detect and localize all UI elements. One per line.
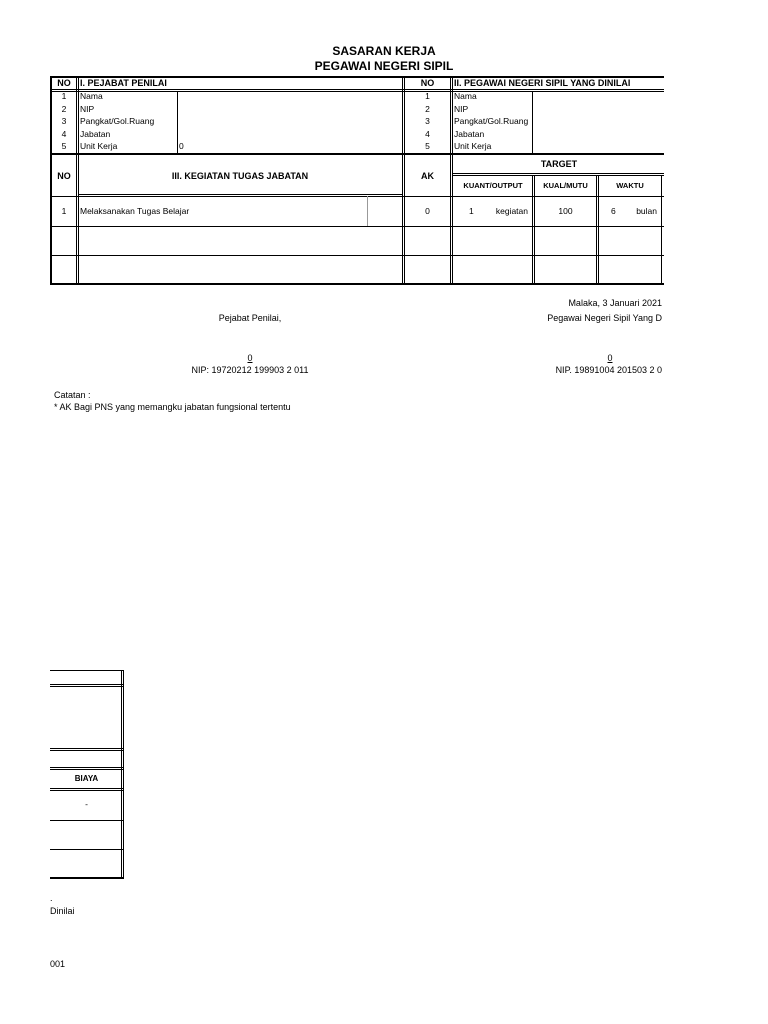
section1-header: I. PEJABAT PENILAI: [80, 78, 167, 88]
activity-row1-kual: 100: [558, 206, 573, 216]
left-signer-title: Pejabat Penilai,: [218, 313, 282, 323]
kuant-header: KUANT/OUTPUT: [463, 181, 523, 190]
activities-header: III. KEGIATAN TUGAS JABATAN: [171, 171, 309, 181]
biaya-value: -: [85, 799, 88, 809]
s1-row1-label: Nama: [80, 91, 103, 101]
section2-header: II. PEGAWAI NEGERI SIPIL YANG DINILAI: [454, 78, 631, 88]
place-date: Malaka, 3 Januari 2021: [568, 298, 662, 308]
section1-no-header: NO: [57, 78, 71, 88]
doc-subtitle: PEGAWAI NEGERI SIPIL: [314, 59, 454, 73]
biaya-header: BIAYA: [74, 774, 99, 783]
notes-heading: Catatan :: [54, 390, 91, 400]
s1-row5-value: 0: [179, 141, 184, 151]
activity-row1-waktu-unit: bulan: [636, 206, 657, 216]
s2-row3-label: Pangkat/Gol.Ruang: [454, 116, 529, 126]
activity-row1-waktu-num: 6: [611, 206, 616, 216]
target-header: TARGET: [540, 159, 578, 169]
s2-row2-no: 2: [425, 103, 430, 114]
activity-row1-kuant-num: 1: [469, 206, 474, 216]
s1-row3-label: Pangkat/Gol.Ruang: [80, 116, 155, 126]
s2-row5-label: Unit Kerja: [454, 141, 492, 151]
s2-row2-label: NIP: [454, 103, 469, 114]
s1-row4-label: Jabatan: [80, 128, 111, 139]
s1-row2-no: 2: [61, 103, 67, 114]
s2-row1-no: 1: [425, 91, 430, 101]
s1-row5-label: Unit Kerja: [80, 141, 118, 151]
s1-row3-no: 3: [61, 116, 67, 126]
notes-line1: * AK Bagi PNS yang memangku jabatan fungsional tertentu: [54, 402, 291, 412]
doc-title: SASARAN KERJA: [332, 44, 436, 58]
page2-dot: .: [50, 893, 53, 903]
s2-row1-label: Nama: [454, 91, 477, 101]
left-signer-nip: NIP: 19720212 199903 2 011: [191, 365, 309, 375]
activity-row1-kegiatan: Melaksanakan Tugas Belajar: [80, 206, 190, 216]
right-signer-nip: NIP. 19891004 201503 2 0: [555, 365, 662, 375]
s1-row1-no: 1: [61, 91, 67, 101]
activities-no-header: NO: [57, 171, 71, 181]
kual-header: KUAL/MUTU: [543, 181, 588, 190]
page2-nip: 001: [50, 959, 66, 969]
s1-row2-label: NIP: [80, 103, 95, 114]
right-signer-title: Pegawai Negeri Sipil Yang D: [547, 313, 662, 323]
left-signer-name: 0: [247, 353, 253, 363]
activity-row1-no: 1: [61, 206, 67, 216]
activity-row1-ak: 0: [425, 206, 430, 216]
s1-row4-no: 4: [61, 128, 67, 139]
page2-dinilai: Dinilai: [50, 906, 75, 916]
right-signer-name: 0: [607, 353, 613, 363]
s2-row4-label: Jabatan: [454, 128, 485, 139]
s2-row3-no: 3: [425, 116, 430, 126]
waktu-header: WAKTU: [616, 181, 644, 190]
s2-row4-no: 4: [425, 128, 430, 139]
activity-row1-kuant-unit: kegiatan: [495, 206, 528, 216]
section2-no-header: NO: [420, 78, 435, 88]
s1-row5-no: 5: [61, 141, 67, 151]
s2-row5-no: 5: [425, 141, 430, 151]
ak-header: AK: [421, 171, 434, 181]
